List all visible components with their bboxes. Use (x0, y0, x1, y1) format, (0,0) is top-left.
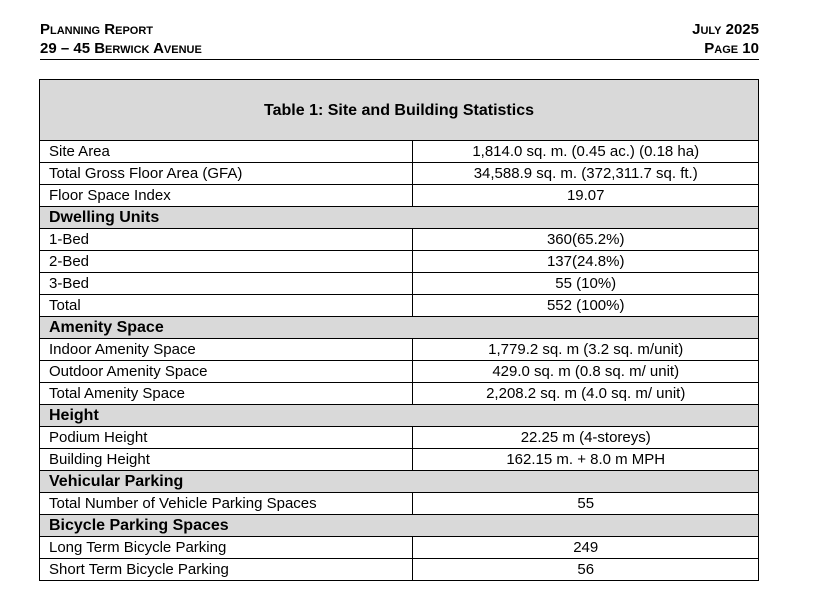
row-label: 2-Bed (40, 251, 413, 273)
row-label: Total Number of Vehicle Parking Spaces (40, 493, 413, 515)
row-value: 1,779.2 sq. m (3.2 sq. m/unit) (413, 339, 759, 361)
table-row (40, 559, 759, 581)
section-header: Vehicular Parking (40, 471, 759, 493)
section-header-row (40, 317, 759, 339)
table-title: Table 1: Site and Building Statistics (40, 80, 759, 141)
section-header-row (40, 471, 759, 493)
table-row (40, 295, 759, 317)
section-header: Amenity Space (40, 317, 759, 339)
report-header-left (40, 20, 202, 58)
row-label: Total Amenity Space (40, 383, 413, 405)
row-value: 249 (413, 537, 759, 559)
row-label: Short Term Bicycle Parking (40, 559, 413, 581)
row-value: 552 (100%) (413, 295, 759, 317)
section-header-row (40, 515, 759, 537)
row-label: Indoor Amenity Space (40, 339, 413, 361)
report-title: Planning Report (40, 21, 154, 38)
row-label: Total Gross Floor Area (GFA) (40, 163, 413, 185)
table-row (40, 273, 759, 295)
table-row (40, 537, 759, 559)
row-value: 34,588.9 sq. m. (372,311.7 sq. ft.) (413, 163, 759, 185)
row-value: 55 (10%) (413, 273, 759, 295)
row-value: 1,814.0 sq. m. (0.45 ac.) (0.18 ha) (413, 141, 759, 163)
table-row (40, 383, 759, 405)
section-header-row (40, 207, 759, 229)
row-label: 1-Bed (40, 229, 413, 251)
row-label: 3-Bed (40, 273, 413, 295)
section-header: Dwelling Units (40, 207, 759, 229)
row-value: 2,208.2 sq. m (4.0 sq. m/ unit) (413, 383, 759, 405)
row-value: 55 (413, 493, 759, 515)
report-header-right (692, 20, 759, 58)
row-label: Site Area (40, 141, 413, 163)
report-address: 29 – 45 Berwick Avenue (40, 40, 202, 57)
table-row (40, 361, 759, 383)
table-row (40, 251, 759, 273)
table-row (40, 229, 759, 251)
report-date: July 2025 (692, 21, 759, 38)
table-row (40, 141, 759, 163)
row-label: Floor Space Index (40, 185, 413, 207)
table-row (40, 449, 759, 471)
row-value: 360(65.2%) (413, 229, 759, 251)
row-label: Outdoor Amenity Space (40, 361, 413, 383)
row-label: Total (40, 295, 413, 317)
table-row (40, 427, 759, 449)
header-divider (40, 59, 759, 60)
row-value: 162.15 m. + 8.0 m MPH (413, 449, 759, 471)
page-number: Page 10 (704, 40, 759, 57)
row-value: 19.07 (413, 185, 759, 207)
table-title-row (40, 80, 759, 141)
table-row (40, 493, 759, 515)
table-row (40, 339, 759, 361)
section-header: Height (40, 405, 759, 427)
row-value: 22.25 m (4-storeys) (413, 427, 759, 449)
row-label: Long Term Bicycle Parking (40, 537, 413, 559)
row-value: 137(24.8%) (413, 251, 759, 273)
section-header: Bicycle Parking Spaces (40, 515, 759, 537)
table-row (40, 163, 759, 185)
statistics-table (39, 79, 759, 581)
row-label: Building Height (40, 449, 413, 471)
row-value: 429.0 sq. m (0.8 sq. m/ unit) (413, 361, 759, 383)
table-row (40, 185, 759, 207)
section-header-row (40, 405, 759, 427)
row-label: Podium Height (40, 427, 413, 449)
row-value: 56 (413, 559, 759, 581)
